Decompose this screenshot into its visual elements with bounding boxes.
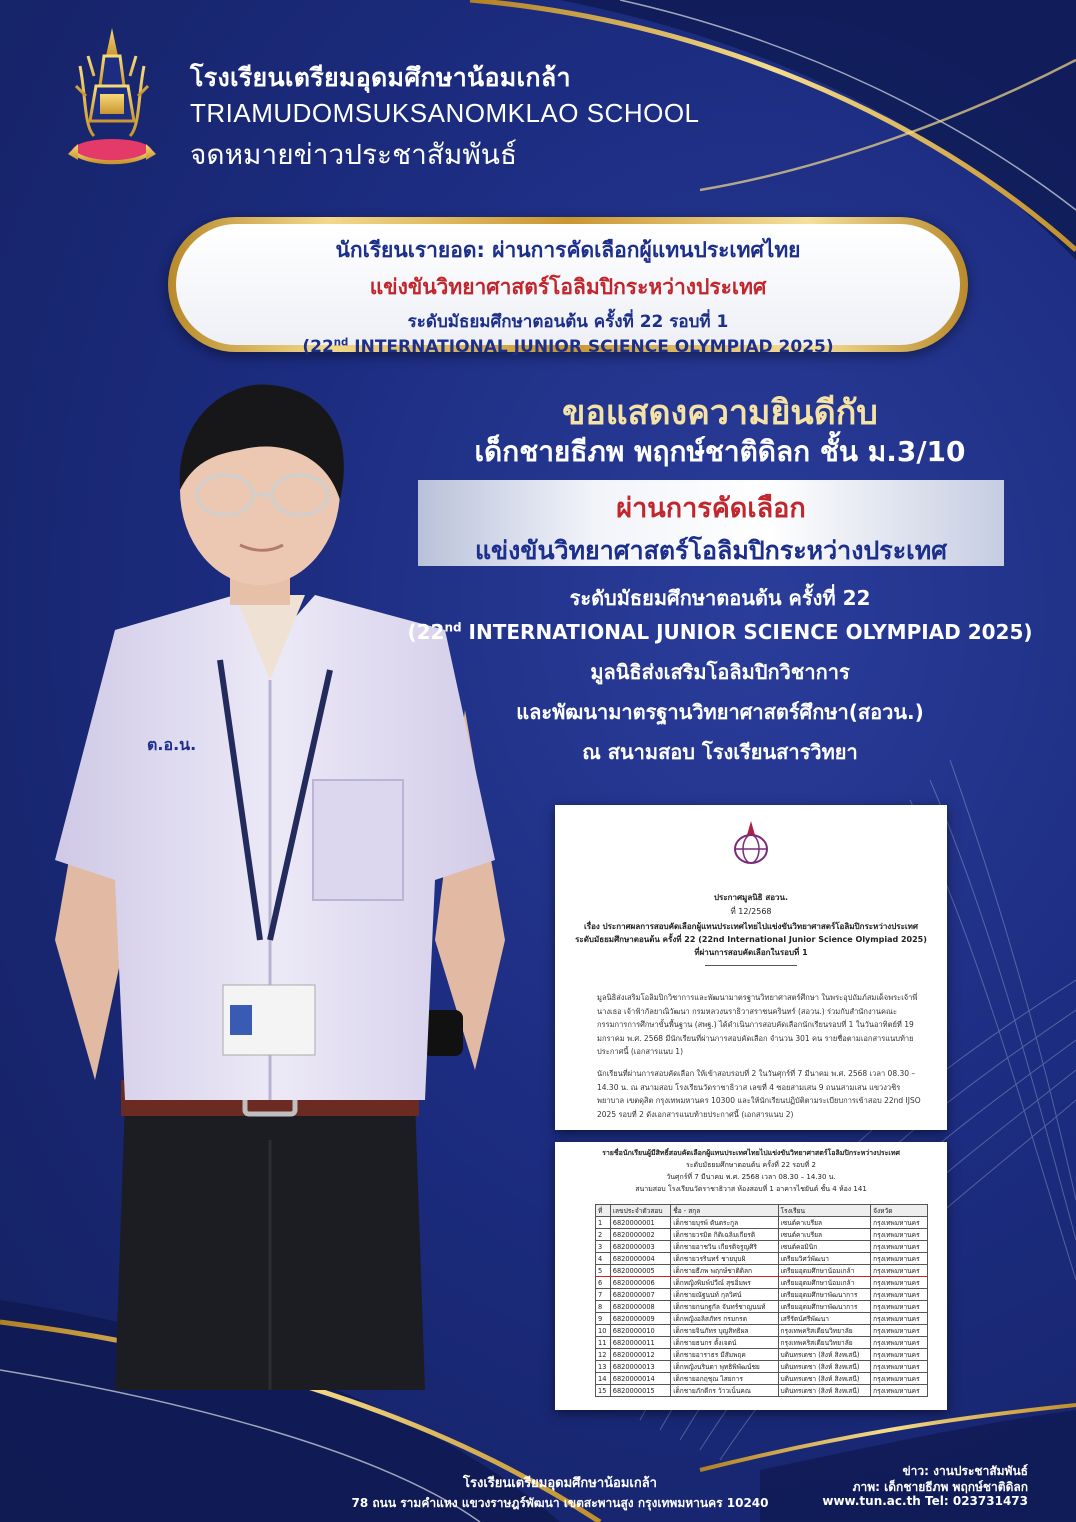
announcement-subject: เรื่อง ประกาศผลการสอบคัดเลือกผู้แทนประเทศไทยไปแข่งขันวิทยาศาสตร์โอลิมปิกระหว่างประเทศ (584, 922, 918, 931)
table-cell: 11 (596, 1337, 611, 1349)
table-cell: กรุงเทพมหานคร (871, 1385, 928, 1397)
table-cell: เด็กชายวรมิต กิติเฉลิมเกียรติ (671, 1229, 778, 1241)
table-cell: 3 (596, 1241, 611, 1253)
passed-selection: ผ่านการคัดเลือก (616, 493, 806, 524)
table-cell: 6820000006 (610, 1277, 670, 1289)
table-cell: 6820000008 (610, 1301, 670, 1313)
list-title-1: รายชื่อนักเรียนผู้มีสิทธิ์สอบคัดเลือกผู้แทนประเทศไทยไปแข่งขันวิทยาศาสตร์โอลิมปิกระหว่างประเทศ (602, 1149, 900, 1157)
contact-info: www.tun.ac.th Tel: 023731473 (822, 1494, 1028, 1508)
table-cell: 2 (596, 1229, 611, 1241)
table-cell: เตรียมอุดมศึกษาน้อมเกล้า (778, 1277, 871, 1289)
table-cell: เด็กชายภักดีกร ว้าวเน็นคณ (671, 1385, 778, 1397)
table-cell: 6820000004 (610, 1253, 670, 1265)
table-cell: บดินทรเดชา (สิงห์ สิงหเสนี) (778, 1349, 871, 1361)
banner-line-4: (22nd INTERNATIONAL JUNIOR SCIENCE OLYMPIAD 2025) (302, 337, 834, 357)
table-cell: เซนต์คาเบรียล (778, 1229, 871, 1241)
footer-school-name: โรงเรียนเตรียมอุดมศึกษาน้อมเกล้า (463, 1476, 657, 1491)
banner-line-1: นักเรียนเรายอด: ผ่านการคัดเลือกผู้แทนประเทศไทย (335, 238, 801, 262)
table-cell: เด็กชายณัฐนนท์ กุลวิศน์ (671, 1289, 778, 1301)
table-cell: 5 (596, 1265, 611, 1277)
table-cell: บดินทรเดชา (สิงห์ สิงหเสนี) (778, 1361, 871, 1373)
table-row (596, 1253, 928, 1265)
table-cell: 6820000014 (610, 1373, 670, 1385)
table-cell: 6820000011 (610, 1337, 670, 1349)
table-cell: กรุงเทพมหานคร (871, 1253, 928, 1265)
table-cell: เซนต์คาเบรียล (778, 1217, 871, 1229)
column-header: ที่ (596, 1205, 611, 1217)
table-cell: เด็กหญิงพิมพ์ปวีณ์ สุขอิ่มพร (671, 1277, 778, 1289)
table-cell: กรุงเทพมหานคร (871, 1349, 928, 1361)
foundation-line-2: และพัฒนามาตรฐานวิทยาศาสตร์ศึกษา(สอวน.) (516, 700, 924, 724)
column-header: โรงเรียน (778, 1205, 871, 1217)
table-cell: กรุงเทพมหานคร (871, 1241, 928, 1253)
table-cell: เด็กชายบุรพ์ ตันตระกูล (671, 1217, 778, 1229)
table-cell: 14 (596, 1373, 611, 1385)
banner-line-3: ระดับมัธยมศึกษาตอนต้น ครั้งที่ 22 รอบที่ 1 (407, 312, 729, 332)
table-row (596, 1325, 928, 1337)
shirt-badge: ต.อ.น. (147, 735, 197, 754)
table-cell: เด็กชายธนกร ตั้งเจตน์ (671, 1337, 778, 1349)
table-row (596, 1313, 928, 1325)
table-cell: 9 (596, 1313, 611, 1325)
news-credit: ข่าว: งานประชาสัมพันธ์ (902, 1464, 1028, 1478)
table-cell: เด็กหญิงนรินดา พุทธิพิพัฒน์ชย (671, 1361, 778, 1373)
table-cell: 6820000012 (610, 1349, 670, 1361)
table-row (596, 1337, 928, 1349)
table-row (596, 1373, 928, 1385)
table-cell: 12 (596, 1349, 611, 1361)
table-row (596, 1265, 928, 1277)
table-cell: เด็กชายวรรินทร์ ชายบุบผิ (671, 1253, 778, 1265)
table-cell: กรุงเทพมหานคร (871, 1313, 928, 1325)
competition-name: แข่งขันวิทยาศาสตร์โอลิมปิกระหว่างประเทศ (474, 536, 948, 565)
table-cell: เด็กชายกนกฐกัล จันทร์ชาญนนท์ (671, 1301, 778, 1313)
newsletter-title: จดหมายข่าวประชาสัมพันธ์ (190, 138, 518, 171)
table-cell: กรุงเทพมหานคร (871, 1265, 928, 1277)
divider (705, 965, 797, 966)
table-cell: กรุงเทพมหานคร (871, 1229, 928, 1241)
table-cell: กรุงเทพมหานคร (871, 1301, 928, 1313)
table-cell: 6820000005 (610, 1265, 670, 1277)
table-cell: 4 (596, 1253, 611, 1265)
column-header: ชื่อ - สกุล (671, 1205, 778, 1217)
table-cell: เด็กชายธีภพ พฤกษ์ชาติดิลก (671, 1265, 778, 1277)
foundation-logo-icon (731, 819, 771, 867)
table-row (596, 1361, 928, 1373)
footer-address: 78 ถนน รามคำแหง แขวงราษฎร์พัฒนา เขตสะพานสูง กรุงเทพมหานคร 10240 (351, 1496, 769, 1510)
table-cell: กรุงเทพมหานคร (871, 1217, 928, 1229)
announcement-subject-2: ระดับมัธยมศึกษาตอนต้น ครั้งที่ 22 (22nd International Junior Science Olympiad 2025) (575, 935, 927, 944)
column-header: เลขประจำตัวสอบ (610, 1205, 670, 1217)
ijso-text: (22nd INTERNATIONAL JUNIOR SCIENCE OLYMPIAD 2025) (407, 620, 1033, 644)
table-row (596, 1301, 928, 1313)
student-name: เด็กชายธีภพ พฤกษ์ชาติดิลก ชั้น ม.3/10 (474, 435, 966, 468)
table-cell: บดินทรเดชา (สิงห์ สิงหเสนี) (778, 1385, 871, 1397)
list-title-3: วันศุกร์ที่ 7 มีนาคม พ.ศ. 2568 เวลา 08.30 – 14.30 น. (666, 1173, 836, 1181)
school-name-thai: โรงเรียนเตรียมอุดมศึกษาน้อมเกล้า (190, 63, 571, 92)
table-cell: 15 (596, 1385, 611, 1397)
table-cell: 6820000013 (610, 1361, 670, 1373)
table-cell: เตรียมวิศว์พัฒนา (778, 1253, 871, 1265)
table-row (596, 1241, 928, 1253)
venue-text: ณ สนามสอบ โรงเรียนสารวิทยา (582, 740, 858, 764)
table-cell: เตรียมอุดมศึกษาพัฒนาการ (778, 1289, 871, 1301)
congratulations-heading: ขอแสดงความยินดีกับ (562, 393, 878, 433)
table-cell: เด็กหญิงอลิสภัทร กรมกรด (671, 1313, 778, 1325)
table-cell: 10 (596, 1325, 611, 1337)
table-cell: 6820000015 (610, 1385, 670, 1397)
table-cell: เซนต์คอมินิก (778, 1241, 871, 1253)
table-cell: กรุงเทพมหานคร (871, 1361, 928, 1373)
table-cell: 6820000003 (610, 1241, 670, 1253)
table-cell: เด็กชายอกฤชุณ ไสยการ (671, 1373, 778, 1385)
table-cell: กรุงเทพมหานคร (871, 1289, 928, 1301)
announcement-paragraph-2: นักเรียนที่ผ่านการสอบคัดเลือก ให้เข้าสอบรอบที่ 2 ในวันศุกร์ที่ 7 มีนาคม พ.ศ. 2568 เวลา 08.30 – 14.30 น. ณ สนามสอบ โรงเรียนวัดราชาธิวาส เลขที่ 4 ซอยสามเสน 9 ถนนสามเสน แขวงวชิรพยาบาล เขตดุสิต กรุงเทพมหานคร 10300 และให้นักเรียนปฏิบัติตามระเบียบการเข้าสอบ 22nd IJSO 2025 รอบที่ 2 ดังเอกสารแนบท้ายประกาศนี้ (เอกสารแนบ 2) (597, 1069, 921, 1119)
table-row (596, 1277, 928, 1289)
table-cell: 7 (596, 1289, 611, 1301)
table-cell: กรุงเทพมหานคร (871, 1325, 928, 1337)
table-cell: 8 (596, 1301, 611, 1313)
announcement-paragraph-1: มูลนิธิส่งเสริมโอลิมปิกวิชาการและพัฒนามาตรฐานวิทยาศาสตร์ศึกษา ในพระอุปถัมภ์สมเด็จพระเจ้าพี่นางเธอ เจ้าฟ้ากัลยาณิวัฒนา กรมหลวงนราธิวาสราชนครินทร์ (สอวน.) ร่วมกับสำนักงานคณะกรรมการการศึกษาขั้นพื้นฐาน (สพฐ.) ได้ดำเนินการสอบคัดเลือกนักเรียนรอบที่ 1 ในวันอาทิตย์ที่ 19 มกราคม พ.ศ. 2568 มีนักเรียนที่ผ่านการสอบคัดเลือก จำนวน 301 คน รายชื่อตามเอกสารแนบท้ายประกาศนี้ (เอกสารแนบ 1) (597, 993, 918, 1056)
table-cell: 6 (596, 1277, 611, 1289)
table-row (596, 1385, 928, 1397)
table-cell: เด็กชายจินภัทร บุญสิทธิผล (671, 1325, 778, 1337)
announcement-document (555, 805, 947, 1130)
table-cell: 6820000007 (610, 1289, 670, 1301)
table-cell: บดินทรเดชา (สิงห์ สิงหเสนี) (778, 1373, 871, 1385)
table-row (596, 1349, 928, 1361)
table-cell: เตรียมอุดมศึกษาพัฒนาการ (778, 1301, 871, 1313)
announcement-subject-3: ที่ผ่านการสอบคัดเลือกในรอบที่ 1 (694, 948, 808, 957)
table-cell: 6820000002 (610, 1229, 670, 1241)
list-title-2: ระดับมัธยมศึกษาตอนต้น ครั้งที่ 22 รอบที่ 2 (686, 1161, 816, 1169)
table-cell: เตรียมอุดมศึกษาน้อมเกล้า (778, 1265, 871, 1277)
table-row (596, 1289, 928, 1301)
table-cell: เด็กชายอาชวิน เกียรติจรูญศิริ (671, 1241, 778, 1253)
table-cell: เสรีรัตน์ศรีพัฒนา (778, 1313, 871, 1325)
table-cell: กรุงเทพมหานคร (871, 1277, 928, 1289)
table-cell: 13 (596, 1361, 611, 1373)
headline-banner (168, 217, 968, 357)
candidate-table (595, 1204, 928, 1397)
candidate-list-document (555, 1142, 947, 1410)
table-cell: 6820000010 (610, 1325, 670, 1337)
table-cell: กรุงเทพมหานคร (871, 1337, 928, 1349)
table-cell: 1 (596, 1217, 611, 1229)
photo-credit: ภาพ: เด็กชายธีภพ พฤกษ์ชาติดิลก (852, 1480, 1028, 1494)
table-cell: กรุงเทพคริสเตียนวิทยาลัย (778, 1325, 871, 1337)
announcement-number: ที่ 12/2568 (730, 907, 772, 916)
table-cell: 6820000009 (610, 1313, 670, 1325)
foundation-line-1: มูลนิธิส่งเสริมโอลิมปิกวิชาการ (590, 660, 850, 684)
school-name-english: TRIAMUDOMSUKSANOMKLAO SCHOOL (190, 98, 700, 128)
table-cell: กรุงเทพคริสเตียนวิทยาลัย (778, 1337, 871, 1349)
table-header-row (596, 1205, 928, 1217)
level-text: ระดับมัธยมศึกษาตอนต้น ครั้งที่ 22 (569, 586, 871, 610)
column-header: จังหวัด (871, 1205, 928, 1217)
table-row (596, 1217, 928, 1229)
selection-highlight (418, 480, 1004, 566)
banner-line-2: แข่งขันวิทยาศาสตร์โอลิมปิกระหว่างประเทศ (369, 275, 767, 299)
table-cell: กรุงเทพมหานคร (871, 1373, 928, 1385)
list-title-4: สนามสอบ โรงเรียนวัดราชาธิวาส ห้องสอบที่ 1 อาคารไชยันต์ ชั้น 4 ห้อง 141 (635, 1185, 867, 1193)
table-cell: เด็กชายอาราธร มีสัมพฤค (671, 1349, 778, 1361)
table-row (596, 1229, 928, 1241)
pagoda-crest-icon (66, 26, 158, 176)
table-cell: 6820000001 (610, 1217, 670, 1229)
announcement-heading: ประกาศมูลนิธิ สอวน. (713, 893, 789, 902)
